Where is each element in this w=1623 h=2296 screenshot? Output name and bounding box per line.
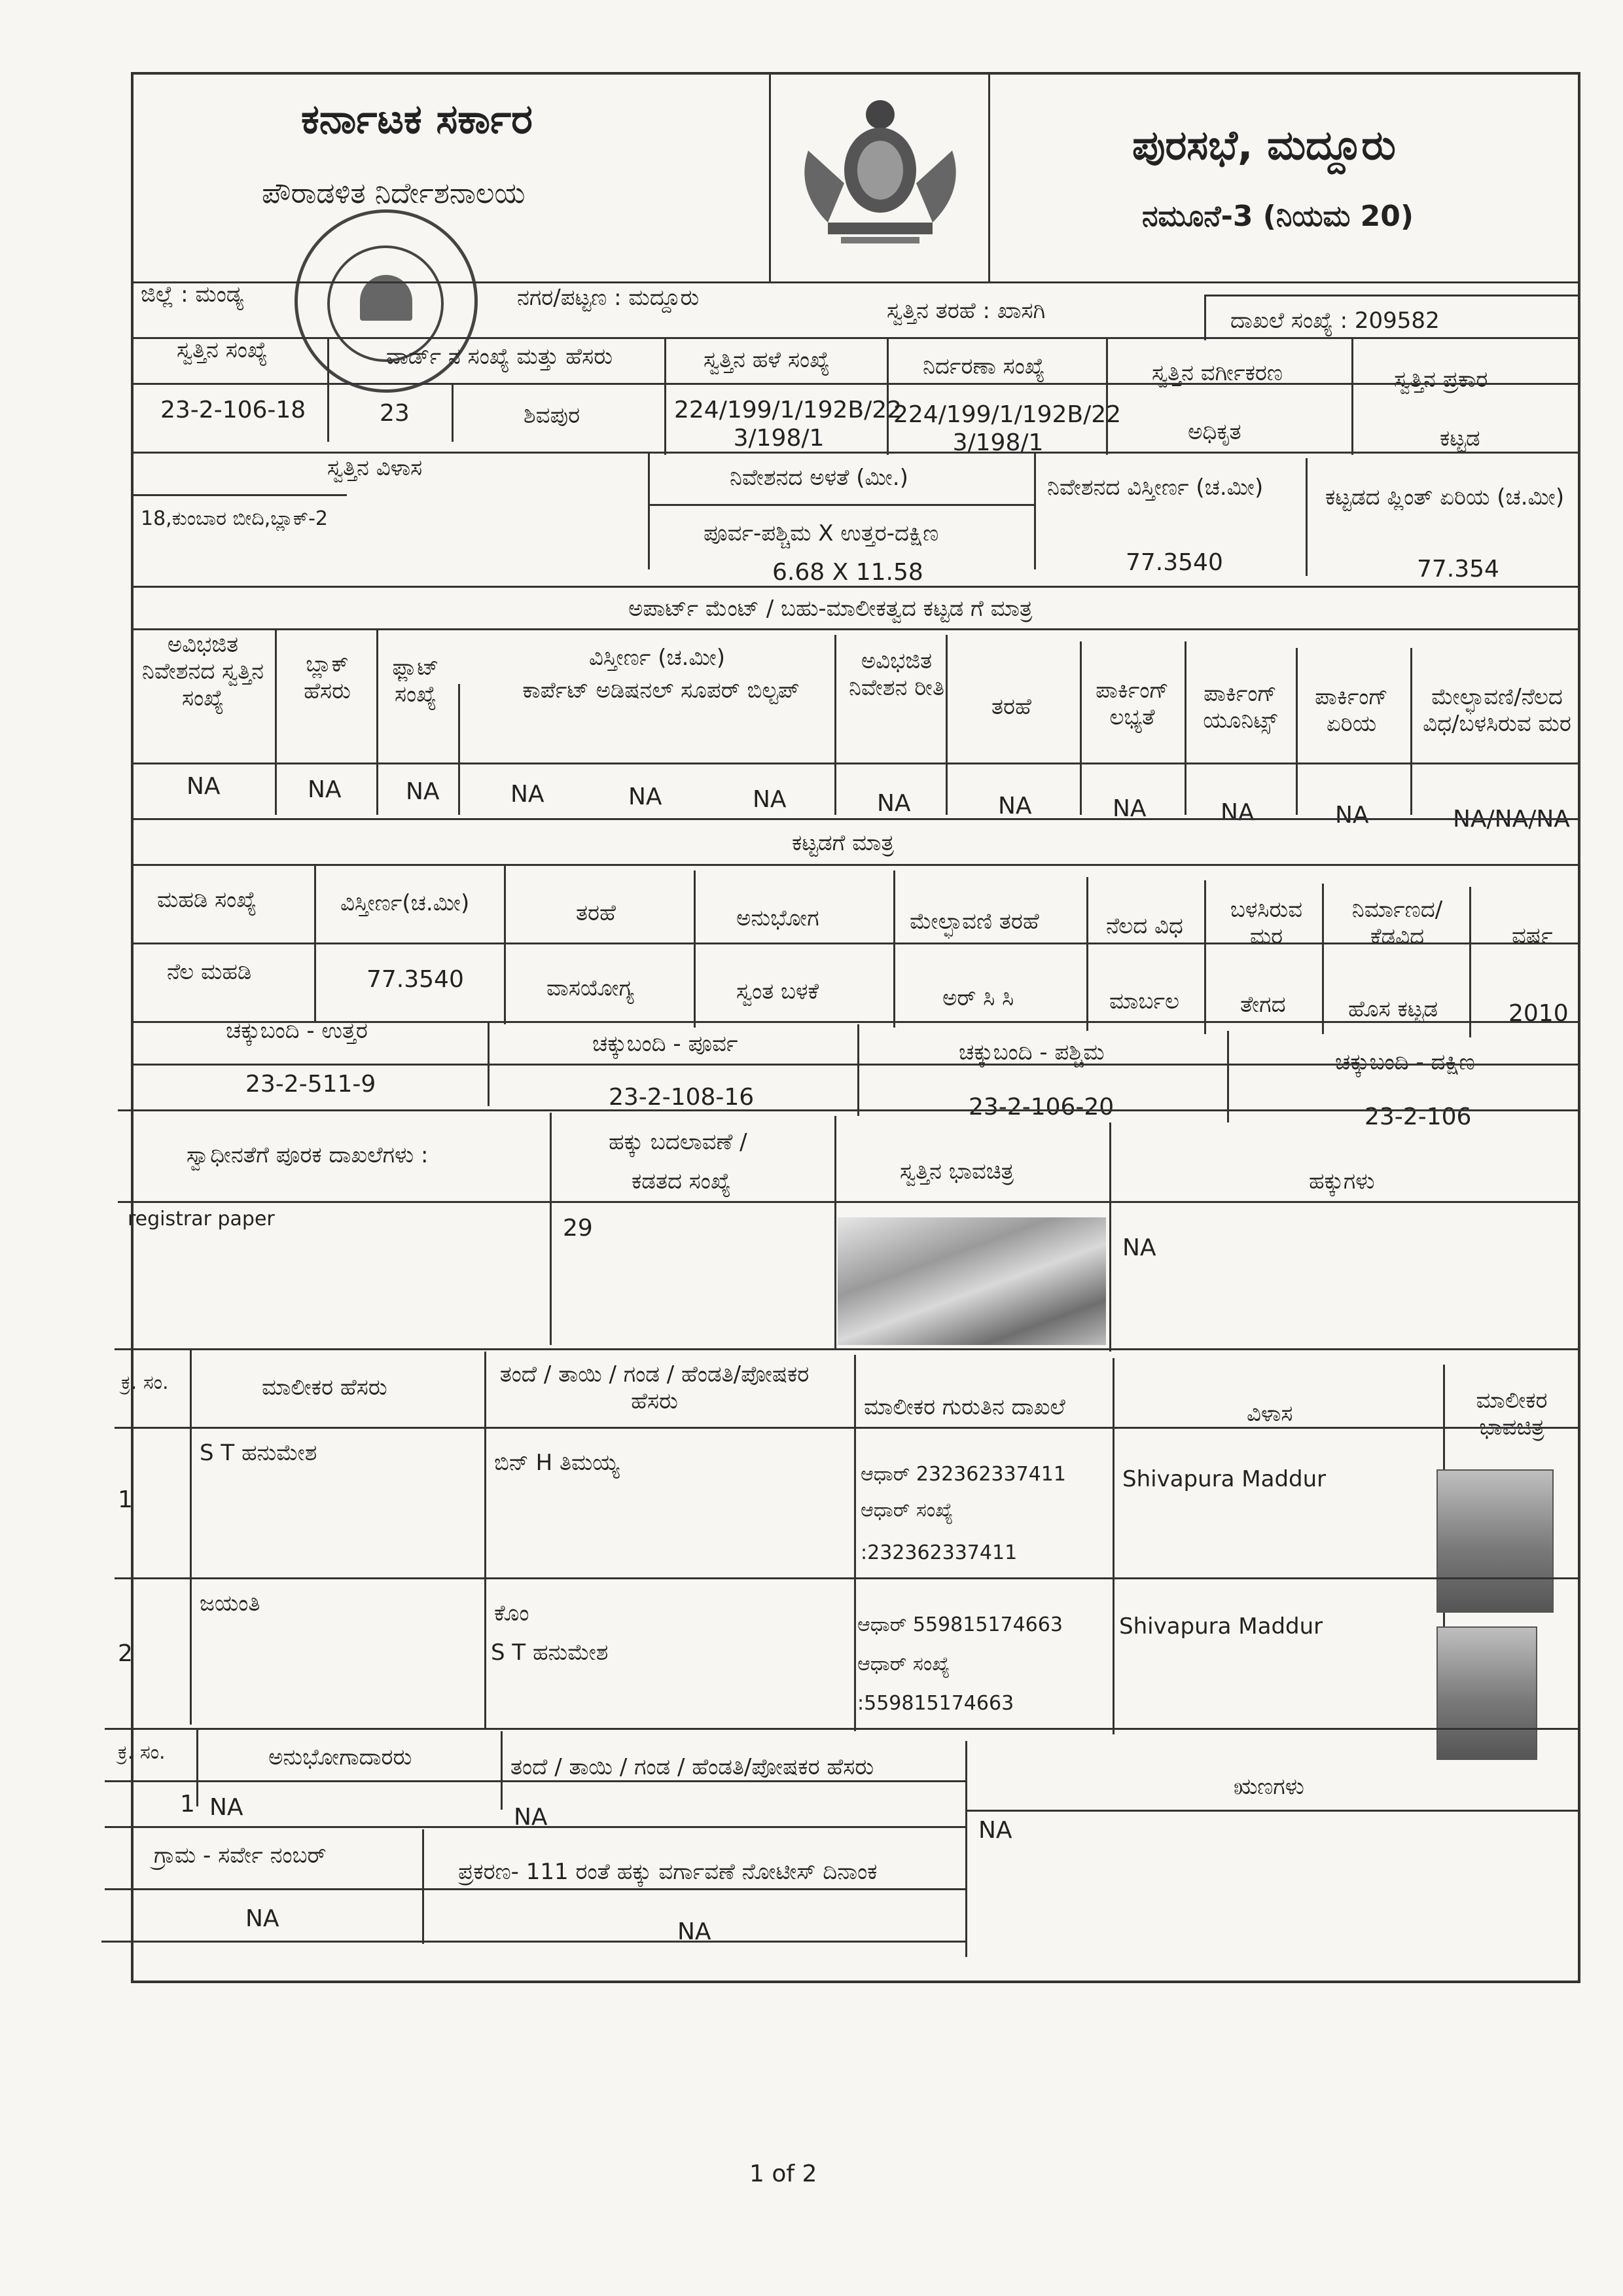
municipality-title: ಪುರಸಭೆ, ಮದ್ದೂರು bbox=[1132, 121, 1396, 169]
record-number: ದಾಖಲೆ ಸಂಖ್ಯೆ : 209582 bbox=[1230, 308, 1440, 334]
occupant-relation: NA bbox=[514, 1804, 548, 1831]
h-owner-name: ಮಾಲೀಕರ ಹೆಸರು bbox=[262, 1374, 387, 1401]
apt-carpet: NA bbox=[510, 781, 544, 808]
debts-value: NA bbox=[978, 1817, 1012, 1844]
apt-parking-units: NA bbox=[1221, 799, 1255, 826]
h-rights: ಹಕ್ಕುಗಳು bbox=[1309, 1168, 1375, 1194]
h-ward: ವಾರ್ಡ್ ನ ಸಂಖ್ಯೆ ಮತ್ತು ಹೆಸರು bbox=[386, 344, 613, 370]
h-property-photo: ಸ್ವತ್ತಿನ ಭಾವಚಿತ್ರ bbox=[900, 1158, 1014, 1185]
h-floor-type: ನೆಲದ ವಿಧ bbox=[1106, 913, 1183, 939]
apt-super: NA bbox=[753, 786, 787, 813]
occupant-sl: 1 bbox=[180, 1791, 195, 1818]
owner-2-relation-2: S T ಹನುಮೇಶ bbox=[491, 1640, 609, 1666]
h-plinth-area: ಕಟ್ಟಡದ ಪ್ಲಿಂತ್ ಏರಿಯ (ಚ.ಮೀ) bbox=[1325, 484, 1565, 511]
assessment-no: 224/199/1/192B/22 3/198/1 bbox=[893, 401, 1122, 457]
owner-2-id-line1: ಆಧಾರ್ 559815174663 bbox=[857, 1613, 1063, 1636]
h-occupant-relation: ತಂದೆ / ತಾಯಿ / ಗಂಡ / ಹೆಂಡತಿ/ಪೋಷಕರ ಹೆಸರು bbox=[510, 1754, 874, 1780]
apt-block-name: NA bbox=[308, 776, 342, 803]
ward-name: ಶಿವಪುರ bbox=[524, 403, 580, 429]
classification-value: ಅಧಿಕೃತ bbox=[1188, 419, 1241, 445]
district-label: ಜಿಲ್ಲೆ : ಮಂಡ್ಯ bbox=[141, 281, 244, 308]
boundary-west: 23-2-106-20 bbox=[969, 1094, 1115, 1121]
page-number: 1 of 2 bbox=[749, 2161, 817, 2187]
h-roof-type: ಮೇಲ್ಛಾವಣಿ ತರಹೆ bbox=[910, 908, 1039, 935]
h-block-name: ಬ್ಲಾಕ್ ಹೆಸರು bbox=[304, 651, 351, 704]
apt-undivided-no: NA bbox=[187, 773, 221, 800]
boundary-south: 23-2-106 bbox=[1364, 1103, 1472, 1130]
h-debts: ಋಣಗಳು bbox=[1234, 1774, 1304, 1800]
dimension-value: 6.68 X 11.58 bbox=[772, 559, 923, 586]
state-emblem bbox=[782, 92, 978, 255]
apartment-title: ಅಪಾರ್ಟ್ ಮೆಂಟ್ / ಬಹು-ಮಾಲೀಕತ್ವದ ಕಟ್ಟಡ ಗೆ ಮಾತ್ರ bbox=[628, 596, 1033, 622]
property-photo bbox=[838, 1217, 1106, 1345]
h-flat-no: ಫ್ಲಾಟ್ ಸಂಖ್ಯೆ bbox=[392, 655, 439, 708]
h-occupant-name: ಅನುಭೋಗಾದಾರರು bbox=[268, 1744, 412, 1770]
h-assessment-no: ನಿರ್ದರಣಾ ಸಂಖ್ಯೆ bbox=[923, 353, 1045, 380]
plinth-area-value: 77.354 bbox=[1417, 556, 1499, 583]
h-dimension: ನಿವೇಶನದ ಅಳತೆ (ಮೀ.) bbox=[730, 465, 908, 491]
h-owner-address: ವಿಳಾಸ bbox=[1247, 1401, 1293, 1427]
h-boundary-north: ಚಕ್ಕುಬಂದಿ - ಉತ್ತರ bbox=[226, 1018, 368, 1044]
form-number: ನಮೂನೆ-3 (ನಿಯಮ 20) bbox=[1142, 200, 1414, 233]
owner-2-address: Shivapura Maddur bbox=[1119, 1613, 1323, 1640]
h-occupant-sl: ಕ್ರ. ಸಂ. bbox=[118, 1741, 166, 1764]
owner-2-id-line3: :559815174663 bbox=[857, 1692, 1014, 1715]
floor-area-value: 77.3540 bbox=[366, 966, 464, 993]
boundary-north: 23-2-511-9 bbox=[245, 1071, 376, 1098]
doc-value: registrar paper bbox=[128, 1208, 275, 1230]
apt-parking-availability: NA bbox=[1113, 795, 1147, 822]
h-floor-no: ಮಹಡಿ ಸಂಖ್ಯೆ bbox=[157, 887, 257, 913]
h-classification: ಸ್ವತ್ತಿನ ವರ್ಗೀಕರಣ bbox=[1152, 360, 1283, 386]
owner-1-name: S T ಹನುಮೇಶ bbox=[200, 1440, 317, 1466]
h-area-sub: ಕಾರ್ಪೆಟ್ ಅಡಿಷನಲ್ ಸೂಪರ್ ಬಿಲ್ಟಪ್ bbox=[522, 677, 800, 704]
h-notice-date: ಪ್ರಕರಣ- 111 ರಂತೆ ಹಕ್ಕು ವರ್ಗಾವಣೆ ನೋಟೀಸ್ ದಿನಾಂಕ bbox=[458, 1859, 878, 1885]
wood-used-value: ತೇಗದ bbox=[1240, 992, 1286, 1018]
h-owner-relation: ತಂದೆ / ತಾಯಿ / ಗಂಡ / ಹೆಂಡತಿ/ಪೋಷಕರ ಹೆಸರು bbox=[499, 1361, 810, 1414]
type-value: ಕಟ್ಟಡ bbox=[1440, 425, 1480, 452]
h-floor-area: ವಿಸ್ತೀರ್ಣ(ಚ.ಮೀ) bbox=[340, 890, 470, 916]
file-no-value: 29 bbox=[563, 1215, 593, 1242]
property-kind-label: ಸ್ವತ್ತಿನ ತರಹೆ : ಖಾಸಗಿ bbox=[887, 298, 1046, 324]
town-label: ನಗರ/ಪಟ್ಟಣ : ಮದ್ದೂರು bbox=[517, 285, 700, 311]
year-value: 2010 bbox=[1508, 1000, 1569, 1027]
owner-1-photo bbox=[1436, 1469, 1554, 1613]
apt-flat-no: NA bbox=[406, 778, 440, 805]
notice-date-value: NA bbox=[677, 1918, 711, 1945]
h-year: ವರ್ಷ bbox=[1512, 923, 1553, 949]
owner-2-relation-1: ಕೊಂ bbox=[494, 1600, 529, 1626]
floor-type-value: ಮಾರ್ಬಲ bbox=[1109, 988, 1179, 1014]
building-title: ಕಟ್ಟಡಗೆ ಮಾತ್ರ bbox=[792, 830, 894, 856]
h-roof-floor-wood: ಮೇಲ್ಛಾವಣಿ/ನೆಲದ ವಿಧ/ಬಳಸಿರುವ ಮರ bbox=[1423, 684, 1571, 737]
property-no: 23-2-106-18 bbox=[160, 397, 306, 423]
h-address: ಸ್ವತ್ತಿನ ವಿಳಾಸ bbox=[327, 455, 423, 481]
h-mutation-b: ಕಡತದ ಸಂಖ್ಯೆ bbox=[632, 1168, 731, 1194]
h-floor-kind: ತರಹೆ bbox=[576, 900, 616, 926]
h-construction: ನಿರ್ಮಾಣದ/ ಕೆಡವಿದ bbox=[1351, 897, 1443, 950]
owner-1-id-line2: ಆಧಾರ್ ಸಂಖ್ಯೆ bbox=[861, 1499, 954, 1522]
owner-2-name: ಜಯಂತಿ bbox=[200, 1590, 260, 1617]
h-survey-no: ಗ್ರಾಮ - ಸರ್ವೇ ನಂಬರ್ bbox=[154, 1842, 327, 1869]
apt-roof-floor-wood: NA/NA/NA bbox=[1453, 806, 1570, 833]
govt-title: ಕರ್ನಾಟಕ ಸರ್ಕಾರ bbox=[301, 95, 533, 143]
rights-value: NA bbox=[1122, 1234, 1156, 1261]
h-boundary-south: ಚಕ್ಕುಬಂದಿ - ದಕ್ಷಿಣ bbox=[1335, 1049, 1475, 1075]
occupant-name: NA bbox=[209, 1794, 243, 1821]
apt-parking-area: NA bbox=[1335, 802, 1369, 829]
h-old-no: ಸ್ವತ್ತಿನ ಹಳೆ ಸಂಖ್ಯೆ bbox=[704, 347, 830, 373]
h-property-no: ಸ್ವತ್ತಿನ ಸಂಖ್ಯೆ bbox=[177, 337, 268, 363]
survey-no-value: NA bbox=[245, 1905, 279, 1932]
h-supporting-docs: ಸ್ವಾಧೀನತೆಗೆ ಪೂರಕ ದಾಖಲೆಗಳು : bbox=[187, 1142, 429, 1168]
h-boundary-west: ಚಕ್ಕುಬಂದಿ - ಪಶ್ಚಿಮ bbox=[959, 1039, 1105, 1066]
construction-value: ಹೊಸ ಕಟ್ಟಡ bbox=[1348, 996, 1438, 1022]
directorate-title: ಪೌರಾಡಳಿತ ನಿರ್ದೇಶನಾಲಯ bbox=[262, 177, 526, 210]
address-value: 18,ಕುಂಬಾರ ಬೀದಿ,ಬ್ಲಾಕ್-2 bbox=[141, 507, 329, 530]
floor-no-value: ನೆಲ ಮಹಡಿ bbox=[167, 959, 252, 985]
h-owner-id: ಮಾಲೀಕರ ಗುರುತಿನ ದಾಖಲೆ bbox=[864, 1394, 1065, 1420]
owner-2-photo bbox=[1436, 1626, 1537, 1760]
h-flat-area: ವಿಸ್ತೀರ್ಣ (ಚ.ಮೀ) bbox=[589, 645, 726, 671]
owner-1-id-line3: :232362337411 bbox=[861, 1541, 1018, 1564]
h-mutation-a: ಹಕ್ಕು ಬದಲಾವಣೆ / bbox=[609, 1129, 747, 1155]
h-parking-availability: ಪಾರ್ಕಿಂಗ್ ಲಭ್ಯತೆ bbox=[1096, 677, 1169, 730]
h-boundary-east: ಚಕ್ಕುಬಂದಿ - ಪೂರ್ವ bbox=[592, 1031, 738, 1057]
owner-2-id-line2: ಆಧಾರ್ ಸಂಖ್ಯೆ bbox=[857, 1653, 950, 1676]
owner-1-relation: ಬಿನ್ H ತಿಮಯ್ಯ bbox=[494, 1450, 620, 1476]
old-property-no: 224/199/1/192B/22 3/198/1 bbox=[674, 397, 902, 452]
owner-2-sl: 2 bbox=[118, 1640, 133, 1667]
dimension-label: ಪೂರ್ವ-ಪಶ್ಚಿಮ X ಉತ್ತರ-ದಕ್ಷಿಣ bbox=[704, 520, 939, 547]
h-parking-units: ಪಾರ್ಕಿಂಗ್ ಯೂನಿಟ್ಸ್ bbox=[1203, 681, 1277, 734]
apt-additional: NA bbox=[628, 783, 662, 810]
h-usage: ಅನುಭೋಗ bbox=[736, 905, 819, 931]
owner-1-sl: 1 bbox=[118, 1486, 133, 1513]
owner-1-id-line1: ಆಧಾರ್ 232362337411 bbox=[861, 1463, 1066, 1486]
h-undivided-type: ಅವಿಭಜಿತ ನಿವೇಶನ ರೀತಿ bbox=[849, 648, 944, 701]
site-area-value: 77.3540 bbox=[1126, 549, 1223, 576]
h-apt-kind: ತರಹೆ bbox=[991, 694, 1031, 720]
h-parking-area: ಪಾರ್ಕಿಂಗ್ ಏರಿಯ bbox=[1315, 684, 1388, 737]
h-owner-sl: ಕ್ರ. ಸಂ. bbox=[121, 1371, 169, 1394]
h-undivided-no: ಅವಿಭಜಿತ ನಿವೇಶನದ ಸ್ವತ್ತಿನ ಸಂಖ್ಯೆ bbox=[141, 632, 264, 711]
apt-undivided-type: NA bbox=[877, 790, 911, 817]
boundary-east: 23-2-108-16 bbox=[609, 1084, 755, 1111]
floor-kind-value: ವಾಸಯೋಗ್ಯ bbox=[546, 975, 634, 1001]
owner-1-address: Shivapura Maddur bbox=[1122, 1466, 1327, 1492]
roof-type-value: ಅರ್ ಸಿ ಸಿ bbox=[942, 985, 1014, 1011]
h-owner-photo: ಮಾಲೀಕರ ಭಾವಚಿತ್ರ bbox=[1476, 1388, 1548, 1441]
h-site-area: ನಿವೇಶನದ ವಿಸ್ತೀರ್ಣ (ಚ.ಮೀ) bbox=[1047, 475, 1264, 501]
usage-value: ಸ್ವಂತ ಬಳಕೆ bbox=[736, 978, 819, 1005]
apt-kind: NA bbox=[998, 793, 1032, 819]
ward-no: 23 bbox=[380, 400, 410, 427]
h-wood-used: ಬಳಸಿರುವ ಮರ bbox=[1230, 897, 1303, 950]
h-type: ಸ್ವತ್ತಿನ ಪ್ರಕಾರ bbox=[1394, 367, 1488, 393]
